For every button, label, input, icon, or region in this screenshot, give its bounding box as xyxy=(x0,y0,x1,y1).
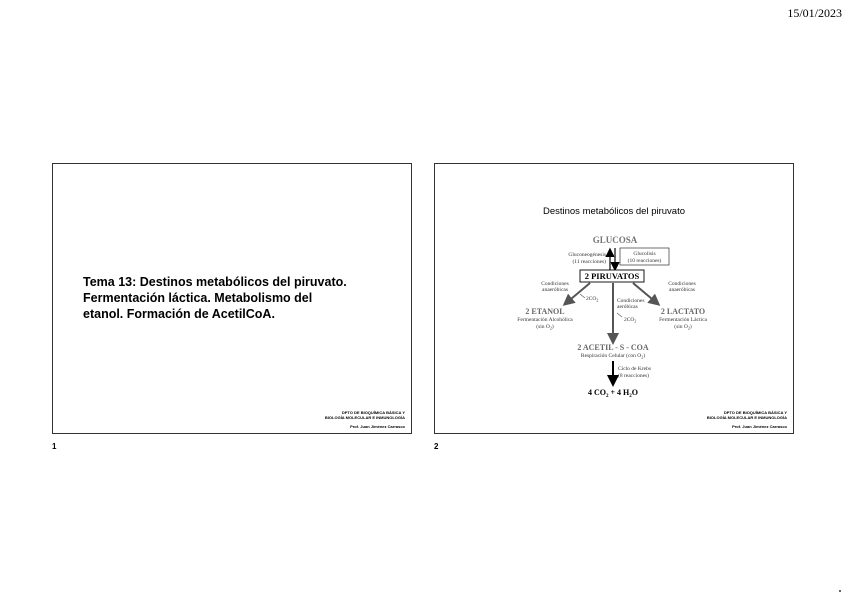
etanol-label: 2 ETANOL xyxy=(525,307,565,316)
slide-1-number: 1 xyxy=(52,442,57,451)
co2-release-arrow xyxy=(617,313,622,317)
slide-1-thumbnail[interactable] xyxy=(52,163,412,434)
anaerobic-left-label: Condiciones xyxy=(541,281,569,287)
department-line: BIOLOGÍA MOLECULAR E INMUNOLOGÍA xyxy=(324,415,405,420)
no-oxygen-label: (sin $O_2$) xyxy=(536,324,554,331)
title-line: Tema 13: Destinos metabólicos del piruvato. xyxy=(83,275,347,289)
acetil-coa-label: 2 ACETIL - S - COA xyxy=(577,343,649,352)
aerobic-label: aeróbicas xyxy=(617,304,638,310)
final-products-label: 4 $CO_2 + 4$ $H_2O$ xyxy=(587,388,639,399)
slide-1-footer xyxy=(325,410,405,430)
krebs-cycle-label: Ciclo de Krebs xyxy=(618,366,651,372)
glycolysis-count: (10 reacciones) xyxy=(627,258,662,264)
co2-label: $2CO_2$ xyxy=(586,296,599,303)
lactic-fermentation-label: Fermentación Láctica xyxy=(659,317,707,323)
title-line: Fermentación láctica. Metabolismo del xyxy=(83,291,313,305)
department-line: DPTO DE BIOQUÍMICA BÁSICA Y xyxy=(723,409,787,415)
anaerobic-right-label: Condiciones xyxy=(668,281,696,287)
title-line: etanol. Formación de AcetilCoA. xyxy=(83,307,275,321)
anaerobic-left-label: anaeróbicas xyxy=(542,287,568,293)
cellular-respiration-label: Respiración Celular (con $O_2$) xyxy=(580,353,646,360)
slide-2-title: Destinos metabólicos del piruvato xyxy=(542,206,686,217)
slide-1-title xyxy=(83,274,393,322)
slide-2-number: 2 xyxy=(434,442,439,451)
co2-label: $2CO_2$ xyxy=(624,317,637,324)
page-date: 15/01/2023 xyxy=(787,6,842,20)
aerobic-label: Condiciones xyxy=(617,298,645,304)
department-line: BIOLOGÍA MOLECULAR E INMUNOLOGÍA xyxy=(706,415,787,420)
slide-2-thumbnail[interactable] xyxy=(434,163,794,434)
department-line: DPTO DE BIOQUÍMICA BÁSICA Y xyxy=(341,409,405,415)
no-oxygen-label: (sin $O_2$) xyxy=(674,324,692,331)
anaerobic-right-label: anaeróbicas xyxy=(669,287,695,293)
slide-2-footer xyxy=(707,410,787,430)
pyruvate-pathway-diagram xyxy=(435,164,795,435)
co2-release-arrow xyxy=(580,294,585,298)
piruvatos-label: 2 PIRUVATOS xyxy=(584,271,640,281)
page-corner-mark xyxy=(839,590,841,592)
glycolysis-label: Glucolisis xyxy=(633,251,656,257)
gluconeogenesis-label: Gluconeogénesis xyxy=(568,252,606,258)
krebs-count-label: (8 reacciones) xyxy=(618,373,649,379)
lactato-label: 2 LACTATO xyxy=(660,307,706,316)
glucosa-label: GLUCOSA xyxy=(592,235,638,245)
gluconeogenesis-count: (11 reacciones) xyxy=(572,259,606,265)
professor-name: Prof. Juan Jiménez Carrasco xyxy=(732,423,787,429)
alcoholic-fermentation-label: Fermentación Alcohólica xyxy=(517,317,573,323)
professor-name: Prof. Juan Jiménez Carrasco xyxy=(350,423,405,429)
